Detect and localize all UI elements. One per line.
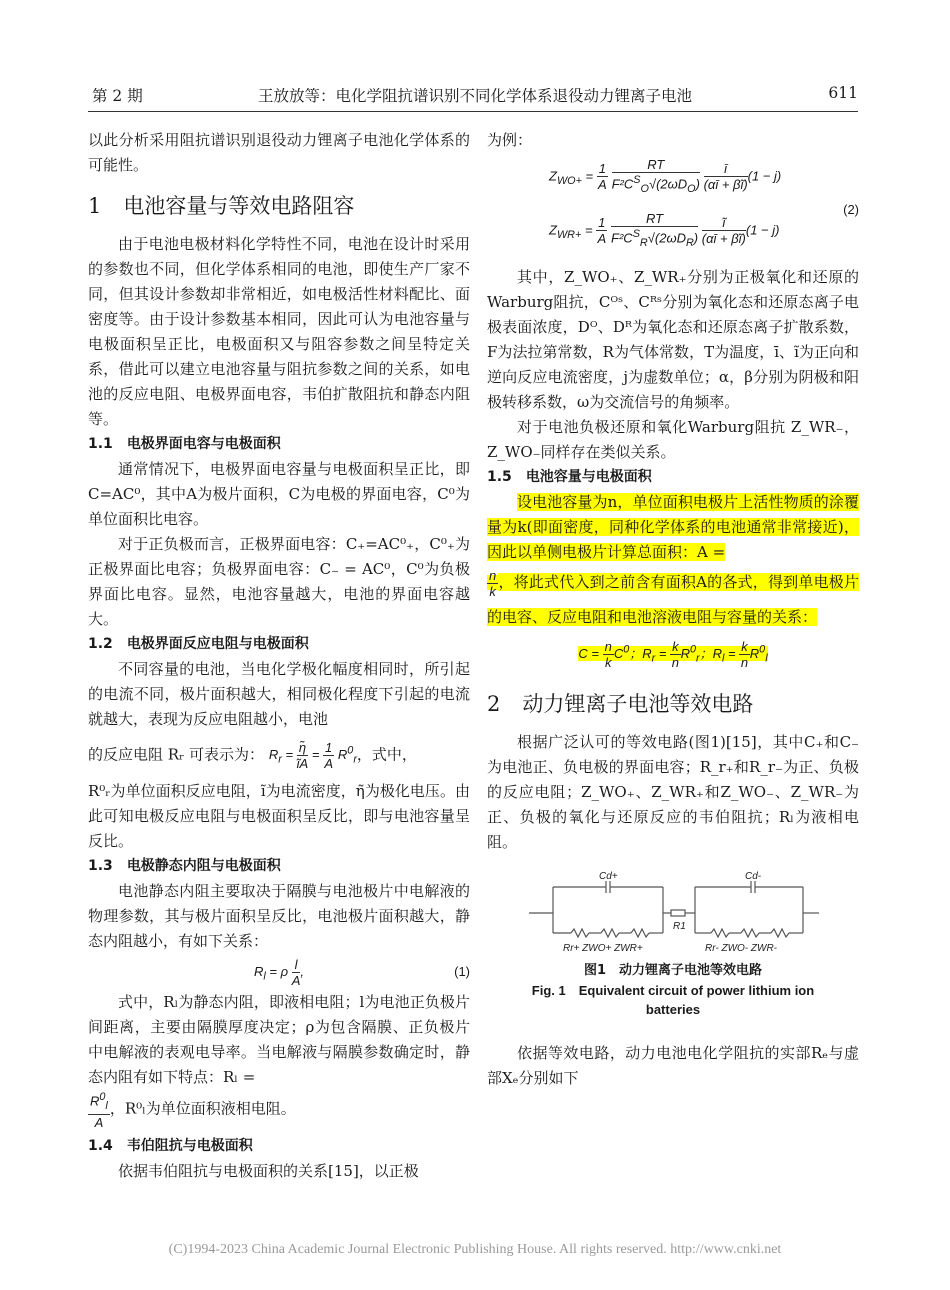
figure-caption-en: Fig. 1 Equivalent circuit of power lithium ion batteries xyxy=(531,982,815,1017)
section-1-4-heading: 1.4 韦伯阻抗与电极面积 xyxy=(88,1137,253,1154)
r1-label: R1 xyxy=(673,920,686,932)
impedance-intro-paragraph: 依据等效电路，动力电池电化学阻抗的实部Rₑ与虚部Xₑ分别如下 xyxy=(487,1043,859,1087)
section-1-3-heading: 1.3 电极静态内阻与电极面积 xyxy=(88,857,281,874)
copyright-footer: (C)1994-2023 China Academic Journal Electronic Publishing House. All rights reserved. http://www.cnki.net xyxy=(168,1242,782,1257)
section-2-paragraph: 根据广泛认可的等效电路(图1)[15]，其中C₊和C₋为电池正、负电极的界面电容；R_r₊和R_r₋为正、负极的反应电阻；Z_WO₊、Z_WR₊和Z_WO₋、Z_WR₋为正、负极的氧化与还原反应的韦伯阻抗；Rₗ为液相电阻。 xyxy=(487,732,859,851)
highlighted-paragraph-2: $\frac{n}{k}$ ，将此式代入到之前含有面积A的各式，得到单电极片的电容、反应电阻和电池溶液电阻与容量的关系： xyxy=(487,568,859,626)
figure-caption-cn: 图1 动力锂离子电池等效电路 xyxy=(583,962,763,978)
capacity-relations-formula: C = $\frac{n}{k}$ $C^0$；$R_r$ = $\frac{k}{n}$ $R^0_r$；$R_l$ = $\frac{k}{n}$ $R^0_l$ xyxy=(578,639,768,671)
header-rule xyxy=(88,111,858,112)
equation-1: $R_l = \rho$ $\frac{l}{A}$ , (1) xyxy=(88,954,470,990)
left-branch-labels: Rr+ ZWO+ ZWR+ xyxy=(563,942,643,954)
section-1-heading: 1 电池容量与等效电路阻容 xyxy=(88,194,355,218)
section-1-1-paragraph-2: 对于正负极而言，正极界面电容：C₊=AC⁰₊，C⁰₊为正极界面比电容；负极界面电容：C₋ = AC⁰，C⁰为负极界面比电容。显然，电池容量越大，电池的界面电容越大。 xyxy=(88,535,470,628)
warburg-reduction-formula: $Z_{WR+}$ = $\frac{1}{A}$ $\frac{RT}{F^2C^S_R√(2\omega D_R)}$ $\frac{ĩ}{(\alpha ī + \beta ĩ)}$ (1 − j) xyxy=(549,211,780,249)
highlighted-paragraph-1: 设电池容量为n，单位面积电极片上活性物质的涂覆量为k(即面密度，同种化学体系的电池通常非常接近)，因此以单侧电极片计算总面积：A = xyxy=(487,493,859,561)
section-1-5-heading: 1.5 电池容量与电极面积 xyxy=(487,469,652,485)
section-1-4-paragraph: 依据韦伯阻抗与电极面积的关系[15]，以正极 xyxy=(118,1161,419,1180)
section-1-3-paragraph-2: 式中，Rₗ为静态内阻，即液相电阻；l为电池正负极片间距离，主要由隔膜厚度决定；ρ为包含隔膜、正负极片中电解液的表观电导率。当电解液与隔膜参数确定时，静态内阻有如下特点：Rₗ = xyxy=(88,992,470,1086)
right-branch-labels: Rr- ZWO- ZWR- xyxy=(705,942,778,954)
reaction-resistance-formula: $R_r$ = $\frac{\etã}{ĩA}$ = $\frac{1}{A}$ $R^0_r$ xyxy=(268,740,357,772)
cd-plus-label: Cd+ xyxy=(599,870,618,882)
equivalent-circuit-diagram xyxy=(523,871,823,961)
intro-paragraph: 以此分析采用阻抗谱识别退役动力锂离子电池化学体系的可能性。 xyxy=(88,131,470,174)
running-title: 王放放等：电化学阻抗谱识别不同化学体系退役动力锂离子电池 xyxy=(258,87,693,105)
section-1-2-heading: 1.2 电极界面反应电阻与电极面积 xyxy=(88,636,309,652)
section-1-paragraph: 由于电池电极材料化学特性不同，电池在设计时采用的参数也不同，但化学体系相同的电池，即使生产厂家不同，但其设计参数却非常相近，如电极活性材料配比、面密度等。由于设计参数基本相同，因此可认为电池容量与电极面积呈正比，电极面积又与阻容参数之间呈特定关系，借此可以建立电池容量与阻抗参数之间的关系，如电池的反应电阻、电极界面电容，韦伯扩散阻抗和静态内阻等。 xyxy=(88,235,470,428)
negative-electrode-note: 对于电池负极还原和氧化Warburg阻抗 Z_WR₋，Z_WO₋同样存在类似关系。 xyxy=(487,418,859,461)
page-header xyxy=(88,84,858,110)
right-column xyxy=(487,128,859,1091)
section-1-1-paragraph-1: 通常情况下，电极界面电容量与电极面积呈正比，即 C=AC⁰，其中A为极片面积，C为电极的界面电容，C⁰为单位面积比电容。 xyxy=(88,460,470,528)
section-1-2-paragraph-1: 不同容量的电池，当电化学极化幅度相同时，所引起的电流不同，极片面积越大，相同极化程度下引起的电流就越大，表现为反应电阻越小，电池 xyxy=(88,660,470,728)
equation-1-number: (1) xyxy=(454,963,470,979)
warburg-explanation: 其中，Z_WO₊、Z_WR₊分别为正极氧化和还原的Warburg阻抗，Cᴼˢ、Cᴿˢ分别为氧化态和还原态离子电极表面浓度，Dᴼ、Dᴿ为氧化态和还原态离子扩散系数，F为法拉第常数，R为气体常数，T为温度，ī、ĩ为正向和逆向反应电流密度，j为虚数单位；α，β分别为阴极和阳极转移系数，ω为交流信号的角频率。 xyxy=(487,268,859,411)
section-1-3-paragraph-1: 电池静态内阻主要取决于隔膜与电池极片中电解液的物理参数，其与极片面积呈反比，电池极片面积越大，静态内阻越小，有如下关系： xyxy=(88,881,470,950)
issue-number: 第 2 期 xyxy=(92,87,143,105)
left-column xyxy=(88,128,470,1184)
page-number: 611 xyxy=(828,84,858,102)
warburg-oxidation-formula: $Z_{WO+}$ = $\frac{1}{A}$ $\frac{RT}{F^2C^S_O√(2\omega D_O)}$ $\frac{ī}{(\alpha ī + \beta ĩ)}$ (1 − j) xyxy=(549,157,782,195)
section-2-heading: 2 动力锂离子电池等效电路 xyxy=(487,691,754,716)
section-1-1-heading: 1.1 电极界面电容与电极面积 xyxy=(88,436,281,452)
section-1-2-paragraph-2: R⁰ᵣ为单位面积反应电阻，ĩ为电流密度，η̃为极化电压。由此可知电极反应电阻与电极面积呈反比，即与电池容量呈反比。 xyxy=(88,781,470,850)
right-intro: 为例： xyxy=(487,131,533,149)
equation-2 xyxy=(487,153,859,265)
equation-2-number: (2) xyxy=(843,202,859,217)
section-1-3-paragraph-3: $\frac{R^0_l}{A}$ ，R⁰ₗ为单位面积液相电阻。 xyxy=(90,1090,296,1130)
reaction-resistance-formula-line: 的反应电阻 Rᵣ 可表示为： $R_r$ = $\frac{\etã}{ĩA}$ = $\frac{1}{A}$ $R^0_r$，式中， xyxy=(88,740,417,772)
cd-minus-label: Cd- xyxy=(745,870,762,882)
